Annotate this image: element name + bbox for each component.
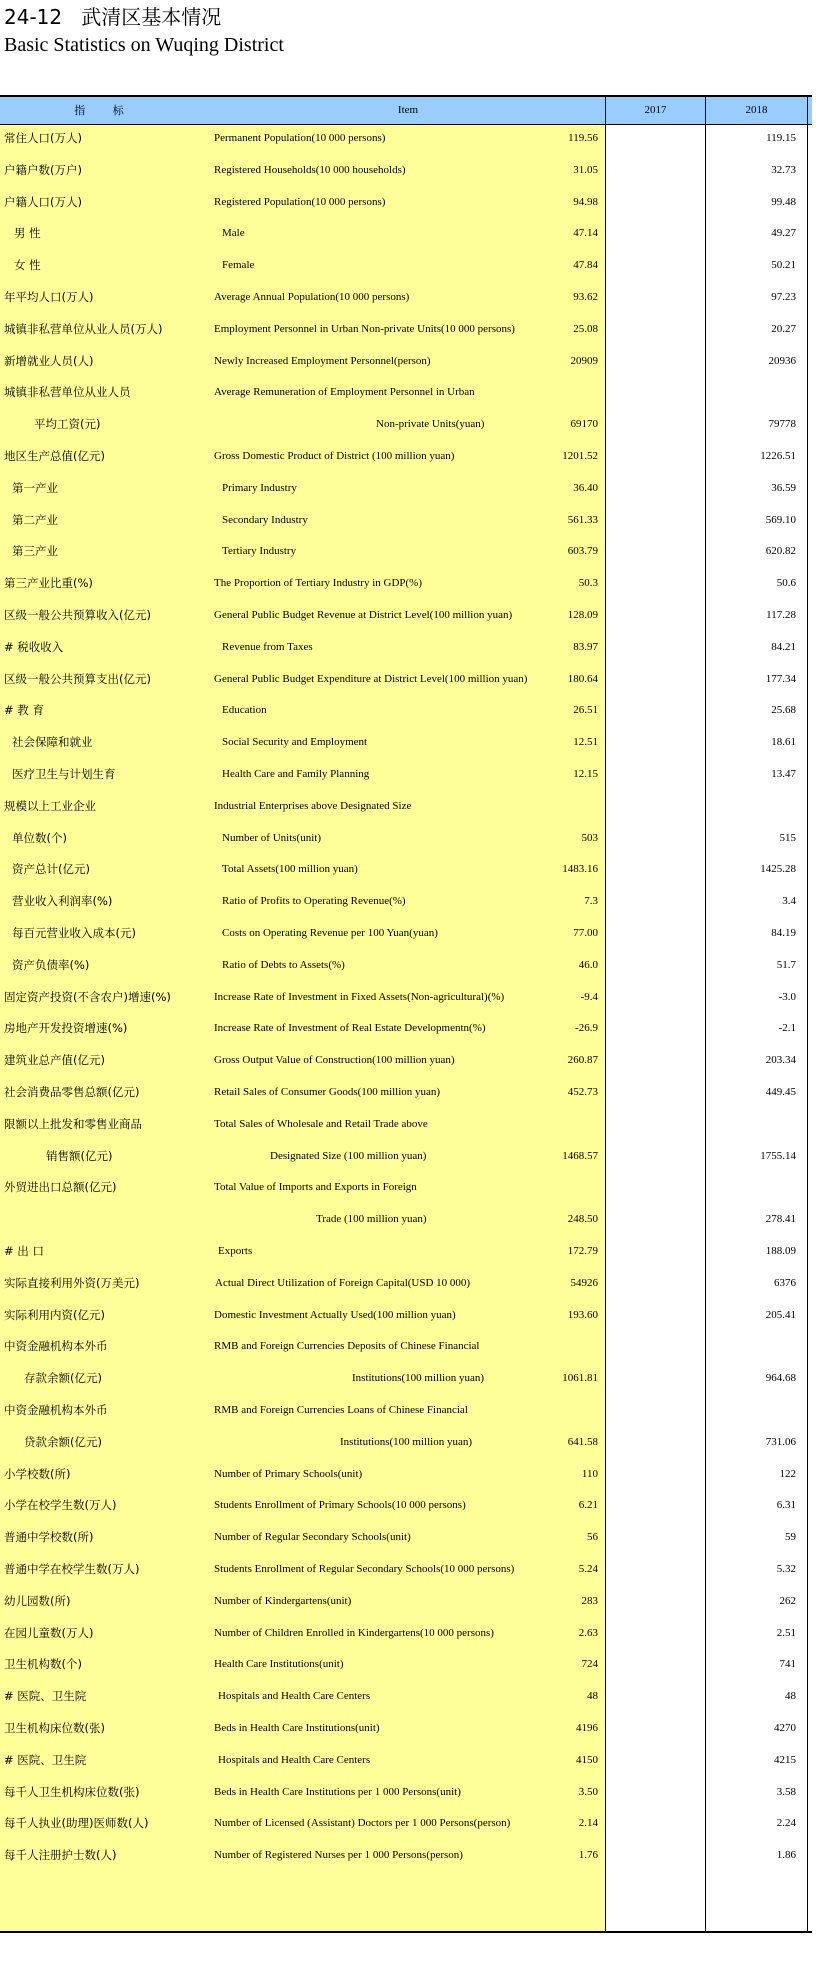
table-row bbox=[0, 250, 812, 282]
value-2017: 110 bbox=[581, 1467, 598, 1480]
value-2017: -9.4 bbox=[580, 990, 598, 1003]
table-row bbox=[0, 1777, 812, 1809]
row-label-zh: 营业收入利润率(%) bbox=[12, 894, 113, 909]
table-row bbox=[0, 1649, 812, 1681]
value-2017: 172.79 bbox=[567, 1245, 598, 1257]
table-row bbox=[0, 1745, 812, 1777]
value-2018: 262 bbox=[779, 1594, 796, 1607]
value-2018: 6.31 bbox=[776, 1499, 796, 1512]
row-label-en: Registered Households(10 000 households) bbox=[214, 163, 406, 176]
row-label-en: Increase Rate of Investment in Fixed Assets(Non-agricultural)(%) bbox=[214, 990, 505, 1003]
row-label-zh: 小学校数(所) bbox=[4, 1466, 71, 1481]
value-2017: 724 bbox=[581, 1658, 598, 1671]
table-row bbox=[0, 1236, 812, 1268]
table-row bbox=[0, 1427, 812, 1459]
row-label-en: Secondary Industry bbox=[222, 513, 308, 526]
row-label-en: Number of Registered Nurses per 1 000 Persons(person) bbox=[214, 1849, 463, 1862]
row-label-zh: 女 性 bbox=[14, 258, 41, 273]
row-label-zh: 房地产开发投资增速(%) bbox=[4, 1021, 128, 1036]
row-label-zh: 实际直接利用外资(万美元) bbox=[4, 1275, 140, 1290]
row-label-en: Hospitals and Health Care Centers bbox=[218, 1753, 371, 1766]
table-row bbox=[0, 1300, 812, 1332]
row-label-en: Number of Licensed (Assistant) Doctors per 1 000 Persons(person) bbox=[214, 1817, 511, 1830]
value-2017: 36.40 bbox=[573, 481, 598, 494]
row-label-en: Health Care and Family Planning bbox=[222, 768, 370, 780]
row-label-en: Number of Primary Schools(unit) bbox=[214, 1467, 363, 1480]
value-2018: 84.21 bbox=[771, 640, 796, 653]
value-2018: 741 bbox=[779, 1658, 796, 1671]
row-label-en: Average Annual Population(10 000 persons) bbox=[214, 291, 410, 303]
value-2017: 77.00 bbox=[573, 927, 598, 939]
table-title-zh bbox=[4, 2, 284, 32]
table-row bbox=[0, 1840, 812, 1872]
value-2017: 2.14 bbox=[578, 1817, 598, 1830]
table-bottom-rule bbox=[0, 1931, 812, 1933]
table-row bbox=[0, 282, 812, 314]
row-label-en: Actual Direct Utilization of Foreign Capital(USD 10 000) bbox=[215, 1276, 471, 1289]
row-label-en: Employment Personnel in Urban Non-private Units(10 000 persons) bbox=[214, 322, 515, 335]
row-label-en: Costs on Operating Revenue per 100 Yuan(yuan) bbox=[222, 927, 438, 939]
value-2018: -2.1 bbox=[778, 1022, 796, 1035]
table-row bbox=[0, 632, 812, 664]
value-2018: 1425.28 bbox=[760, 863, 796, 876]
table-row bbox=[0, 1013, 812, 1045]
row-label-en: Total Sales of Wholesale and Retail Trade above bbox=[214, 1117, 428, 1130]
row-label-en: Male bbox=[222, 227, 245, 240]
row-label-en: General Public Budget Expenditure at District Level(100 million yuan) bbox=[214, 672, 528, 685]
row-label-en: Number of Regular Secondary Schools(unit) bbox=[214, 1531, 411, 1544]
row-label-zh: # 教 育 bbox=[4, 703, 44, 718]
row-label-zh: # 税收收入 bbox=[4, 639, 64, 654]
value-2017: 48 bbox=[587, 1690, 598, 1703]
value-2018: 99.48 bbox=[771, 195, 796, 208]
row-label-en: Permanent Population(10 000 persons) bbox=[214, 132, 386, 144]
row-label-en: Increase Rate of Investment of Real Estate Developmentn(%) bbox=[214, 1022, 486, 1035]
row-label-en: Female bbox=[222, 259, 255, 272]
row-label-zh: 新增就业人员(人) bbox=[4, 353, 94, 368]
table-row bbox=[0, 664, 812, 696]
row-label-zh: 平均工资(元) bbox=[34, 417, 101, 432]
row-label-zh: 规模以上工业企业 bbox=[4, 798, 96, 813]
table-row bbox=[0, 1363, 812, 1395]
value-2017: 47.14 bbox=[573, 227, 598, 240]
value-2018: 515 bbox=[779, 831, 796, 844]
value-2018: 59 bbox=[785, 1531, 796, 1544]
table-row bbox=[0, 1713, 812, 1745]
value-2017: 94.98 bbox=[573, 195, 598, 208]
table-row bbox=[0, 155, 812, 187]
value-2018: 79778 bbox=[768, 418, 796, 431]
value-2018: 569.10 bbox=[765, 513, 796, 526]
value-2018: 1226.51 bbox=[760, 450, 796, 462]
value-2018: 20936 bbox=[768, 354, 796, 367]
value-2018: 2.24 bbox=[776, 1817, 796, 1830]
row-label-zh: 第二产业 bbox=[12, 512, 58, 527]
value-2018: 119.15 bbox=[766, 132, 796, 144]
table-row bbox=[0, 695, 812, 727]
value-2018: 3.58 bbox=[776, 1785, 796, 1798]
value-2018: 32.73 bbox=[771, 163, 796, 176]
value-2017: 12.51 bbox=[573, 736, 598, 749]
page-header bbox=[4, 2, 284, 58]
table-row bbox=[0, 1109, 812, 1141]
row-label-zh: 在园儿童数(万人) bbox=[4, 1625, 94, 1640]
value-2018: -3.0 bbox=[778, 990, 796, 1003]
value-2017: 4196 bbox=[576, 1722, 598, 1734]
row-label-zh: 户籍户数(万户) bbox=[4, 162, 82, 177]
table-row bbox=[0, 1586, 812, 1618]
value-2017: 50.3 bbox=[578, 577, 598, 590]
row-label-zh: 每千人执业(助理)医师数(人) bbox=[4, 1816, 149, 1831]
value-2017: 452.73 bbox=[567, 1086, 598, 1098]
table-title-en: Basic Statistics on Wuqing District bbox=[4, 34, 284, 56]
value-2018: 964.68 bbox=[765, 1372, 796, 1385]
value-2017: 1201.52 bbox=[562, 450, 598, 462]
table-row bbox=[0, 727, 812, 759]
table-row bbox=[0, 1204, 812, 1236]
row-label-zh: 第三产业 bbox=[12, 544, 58, 559]
column-header-item: Item bbox=[397, 104, 419, 116]
value-2018: 188.09 bbox=[765, 1245, 796, 1257]
row-label-en: Total Value of Imports and Exports in Foreign bbox=[214, 1181, 417, 1194]
row-label-zh: 医疗卫生与计划生育 bbox=[12, 767, 116, 781]
column-header-2017: 2017 bbox=[644, 104, 667, 116]
value-2017: 5.24 bbox=[578, 1563, 598, 1575]
table-row bbox=[0, 854, 812, 886]
row-label-zh: 小学在校学生数(万人) bbox=[4, 1498, 117, 1513]
row-label-en: Number of Units(unit) bbox=[222, 831, 321, 844]
row-label-en: Exports bbox=[218, 1245, 253, 1257]
row-label-zh: 销售额(亿元) bbox=[46, 1148, 113, 1163]
table-row bbox=[0, 505, 812, 537]
table-row bbox=[0, 409, 812, 441]
value-2017: 119.56 bbox=[568, 132, 598, 144]
statistics-table bbox=[0, 95, 812, 1933]
value-2018: 2.51 bbox=[776, 1626, 796, 1639]
value-2017: 1468.57 bbox=[562, 1149, 598, 1162]
value-2018: 25.68 bbox=[771, 704, 796, 717]
value-2018: 122 bbox=[779, 1467, 796, 1480]
table-row bbox=[0, 1490, 812, 1522]
value-2017: 83.97 bbox=[573, 640, 598, 653]
table-row bbox=[0, 1172, 812, 1204]
value-2017: 54926 bbox=[570, 1276, 598, 1289]
row-label-zh: 第一产业 bbox=[12, 480, 58, 495]
row-label-en: Revenue from Taxes bbox=[222, 640, 313, 653]
row-label-en: Tertiary Industry bbox=[222, 545, 297, 558]
value-2017: -26.9 bbox=[575, 1022, 598, 1035]
row-label-zh: 实际利用内资(亿元) bbox=[4, 1307, 105, 1322]
value-2017: 3.50 bbox=[578, 1785, 598, 1798]
table-row bbox=[0, 123, 812, 155]
value-2018: 205.41 bbox=[765, 1308, 796, 1321]
row-label-zh: 存款余额(亿元) bbox=[24, 1371, 102, 1386]
row-label-zh: 外贸进出口总额(亿元) bbox=[4, 1180, 117, 1195]
row-label-zh: 普通中学在校学生数(万人) bbox=[4, 1562, 140, 1576]
table-row bbox=[0, 886, 812, 918]
value-2017: 46.0 bbox=[578, 958, 598, 971]
row-label-en: General Public Budget Revenue at District Level(100 million yuan) bbox=[214, 609, 513, 621]
value-2018: 48 bbox=[785, 1690, 796, 1703]
value-2018: 203.34 bbox=[765, 1054, 796, 1067]
row-label-en: Beds in Health Care Institutions per 1 000 Persons(unit) bbox=[214, 1785, 461, 1798]
value-2018: 731.06 bbox=[765, 1435, 796, 1448]
row-label-en: Health Care Institutions(unit) bbox=[214, 1658, 344, 1671]
row-label-zh: 中资金融机构本外币 bbox=[4, 1339, 108, 1354]
value-2017: 193.60 bbox=[567, 1308, 598, 1321]
value-2017: 180.64 bbox=[567, 672, 598, 685]
value-2018: 36.59 bbox=[771, 481, 796, 494]
value-2017: 26.51 bbox=[573, 704, 598, 717]
table-row bbox=[0, 1141, 812, 1173]
row-label-zh: 区级一般公共预算收入(亿元) bbox=[4, 608, 151, 622]
table-row bbox=[0, 441, 812, 473]
row-label-en: Students Enrollment of Primary Schools(10 000 persons) bbox=[214, 1499, 466, 1512]
table-row bbox=[0, 1618, 812, 1650]
title-zh-text: 武清区基本情况 bbox=[81, 5, 222, 29]
table-row bbox=[0, 314, 812, 346]
value-2017: 4150 bbox=[576, 1753, 598, 1766]
value-2018: 5.32 bbox=[776, 1563, 796, 1575]
table-row bbox=[0, 1268, 812, 1300]
row-label-zh: 每百元营业收入成本(元) bbox=[12, 926, 136, 940]
row-label-zh: 卫生机构床位数(张) bbox=[4, 1721, 105, 1735]
row-label-en: RMB and Foreign Currencies Deposits of Chinese Financial bbox=[214, 1340, 480, 1353]
table-row bbox=[0, 1045, 812, 1077]
value-2018: 18.61 bbox=[771, 736, 796, 749]
value-2018: 13.47 bbox=[771, 768, 796, 780]
value-2018: 3.4 bbox=[782, 895, 796, 908]
table-row bbox=[0, 950, 812, 982]
row-label-en: Ratio of Profits to Operating Revenue(%) bbox=[222, 895, 406, 908]
row-label-zh: # 医院、卫生院 bbox=[4, 1689, 87, 1704]
row-label-en: Domestic Investment Actually Used(100 million yuan) bbox=[214, 1308, 456, 1321]
table-row bbox=[0, 218, 812, 250]
row-label-zh: 城镇非私营单位从业人员(万人) bbox=[4, 321, 163, 336]
value-2018: 84.19 bbox=[771, 927, 796, 939]
row-label-zh: 限额以上批发和零售业商品 bbox=[4, 1116, 142, 1131]
table-row bbox=[0, 346, 812, 378]
row-label-zh: 中资金融机构本外币 bbox=[4, 1403, 108, 1417]
row-label-zh: 第三产业比重(%) bbox=[4, 576, 93, 591]
row-label-en: Ratio of Debts to Assets(%) bbox=[222, 958, 345, 971]
table-row bbox=[0, 1808, 812, 1840]
value-2017: 6.21 bbox=[578, 1499, 598, 1512]
row-label-zh: 固定资产投资(不含农户)增速(%) bbox=[4, 989, 171, 1004]
value-2017: 25.08 bbox=[573, 322, 598, 335]
value-2018: 6376 bbox=[774, 1276, 796, 1289]
row-label-en: Registered Population(10 000 persons) bbox=[214, 195, 386, 208]
row-label-en: Trade (100 million yuan) bbox=[316, 1213, 427, 1226]
row-label-en: RMB and Foreign Currencies Loans of Chinese Financial bbox=[214, 1404, 468, 1416]
value-2017: 248.50 bbox=[567, 1213, 598, 1226]
value-2018: 177.34 bbox=[765, 672, 796, 685]
value-2017: 93.62 bbox=[573, 291, 598, 303]
table-row bbox=[0, 600, 812, 632]
row-label-zh: 区级一般公共预算支出(亿元) bbox=[4, 671, 151, 686]
row-label-en: Industrial Enterprises above Designated Size bbox=[214, 799, 412, 812]
value-2017: 1483.16 bbox=[562, 863, 598, 876]
row-label-en: Retail Sales of Consumer Goods(100 million yuan) bbox=[214, 1086, 441, 1098]
row-label-zh: # 出 口 bbox=[4, 1244, 44, 1258]
table-row bbox=[0, 982, 812, 1014]
value-2017: 2.63 bbox=[578, 1626, 598, 1639]
table-row bbox=[0, 187, 812, 219]
row-label-en: Institutions(100 million yuan) bbox=[352, 1372, 484, 1385]
row-label-en: Non-private Units(yuan) bbox=[376, 418, 485, 431]
table-row bbox=[0, 473, 812, 505]
row-label-en: Designated Size (100 million yuan) bbox=[270, 1149, 427, 1162]
value-2017: 561.33 bbox=[567, 513, 598, 526]
row-label-zh: # 医院、卫生院 bbox=[4, 1752, 87, 1767]
row-label-zh: 常住人口(万人) bbox=[4, 131, 82, 145]
value-2018: 4215 bbox=[774, 1753, 796, 1766]
value-2018: 50.6 bbox=[776, 577, 796, 590]
value-2017: 128.09 bbox=[567, 609, 598, 621]
value-2018: 1755.14 bbox=[760, 1149, 796, 1162]
table-row bbox=[0, 759, 812, 791]
value-2017: 31.05 bbox=[573, 163, 598, 176]
table-row bbox=[0, 1522, 812, 1554]
row-label-zh: 资产总计(亿元) bbox=[12, 862, 90, 877]
row-label-zh: 城镇非私营单位从业人员 bbox=[4, 385, 131, 400]
value-2017: 260.87 bbox=[567, 1054, 598, 1067]
value-2017: 283 bbox=[581, 1594, 598, 1607]
value-2017: 503 bbox=[581, 831, 598, 844]
value-2017: 20909 bbox=[570, 354, 598, 367]
table-row bbox=[0, 1331, 812, 1363]
value-2018: 20.27 bbox=[771, 322, 796, 335]
row-label-en: Number of Children Enrolled in Kindergartens(10 000 persons) bbox=[214, 1626, 494, 1639]
value-2017: 1061.81 bbox=[562, 1372, 598, 1385]
table-row bbox=[0, 377, 812, 409]
row-label-en: Total Assets(100 million yuan) bbox=[222, 863, 358, 876]
table-row bbox=[0, 1395, 812, 1427]
table-row bbox=[0, 918, 812, 950]
row-label-zh: 卫生机构数(个) bbox=[4, 1657, 82, 1672]
row-label-en: The Proportion of Tertiary Industry in GDP(%) bbox=[214, 577, 422, 590]
value-2017: 69170 bbox=[570, 418, 598, 431]
value-2017: 1.76 bbox=[578, 1849, 598, 1862]
row-label-zh: 户籍人口(万人) bbox=[4, 194, 82, 209]
value-2018: 50.21 bbox=[771, 259, 796, 272]
column-header-2018: 2018 bbox=[745, 104, 768, 116]
value-2017: 603.79 bbox=[567, 545, 598, 558]
row-label-en: Hospitals and Health Care Centers bbox=[218, 1690, 371, 1703]
value-2018: 449.45 bbox=[765, 1086, 796, 1098]
value-2017: 12.15 bbox=[573, 768, 598, 780]
row-label-zh: 每千人注册护士数(人) bbox=[4, 1848, 117, 1863]
row-label-zh: 普通中学校数(所) bbox=[4, 1530, 94, 1545]
table-row bbox=[0, 791, 812, 823]
value-2018: 51.7 bbox=[776, 958, 796, 971]
row-label-zh: 年平均人口(万人) bbox=[4, 290, 94, 304]
row-label-en: Beds in Health Care Institutions(unit) bbox=[214, 1722, 380, 1734]
column-header-zh: 指 标 bbox=[74, 104, 136, 117]
row-label-en: Newly Increased Employment Personnel(person) bbox=[214, 354, 431, 367]
row-label-zh: 幼儿园数(所) bbox=[4, 1593, 71, 1608]
table-row bbox=[0, 1554, 812, 1586]
value-2017: 56 bbox=[587, 1531, 598, 1544]
value-2017: 7.3 bbox=[584, 895, 598, 908]
value-2018: 117.28 bbox=[766, 609, 796, 621]
table-row bbox=[0, 536, 812, 568]
row-label-zh: 资产负债率(%) bbox=[12, 957, 90, 972]
row-label-zh: 地区生产总值(亿元) bbox=[4, 449, 105, 463]
row-label-en: Social Security and Employment bbox=[222, 736, 368, 749]
table-row bbox=[0, 1077, 812, 1109]
value-2018: 97.23 bbox=[771, 291, 796, 303]
row-label-zh: 单位数(个) bbox=[12, 830, 67, 845]
row-label-en: Primary Industry bbox=[222, 481, 297, 494]
value-2018: 49.27 bbox=[771, 227, 796, 240]
row-label-en: Gross Domestic Product of District (100 million yuan) bbox=[214, 450, 455, 462]
row-label-zh: 社会消费品零售总额(亿元) bbox=[4, 1085, 140, 1099]
row-label-en: Gross Output Value of Construction(100 million yuan) bbox=[214, 1054, 455, 1067]
row-label-en: Institutions(100 million yuan) bbox=[340, 1435, 472, 1448]
row-label-zh: 男 性 bbox=[14, 226, 41, 241]
value-2018: 1.86 bbox=[776, 1849, 796, 1862]
row-label-en: Students Enrollment of Regular Secondary Schools(10 000 persons) bbox=[214, 1563, 515, 1575]
table-number: 24-12 bbox=[4, 5, 63, 29]
row-label-zh: 建筑业总产值(亿元) bbox=[4, 1053, 105, 1068]
value-2017: 47.84 bbox=[573, 259, 598, 272]
table-row bbox=[0, 1459, 812, 1491]
table-row bbox=[0, 1681, 812, 1713]
row-label-zh: 每千人卫生机构床位数(张) bbox=[4, 1784, 140, 1799]
row-label-en: Education bbox=[222, 704, 267, 717]
table-row bbox=[0, 823, 812, 855]
value-2018: 4270 bbox=[774, 1722, 796, 1734]
value-2018: 620.82 bbox=[765, 545, 796, 558]
value-2018: 278.41 bbox=[765, 1213, 796, 1226]
row-label-en: Number of Kindergartens(unit) bbox=[214, 1594, 352, 1607]
row-label-zh: 贷款余额(亿元) bbox=[24, 1434, 102, 1449]
table-row bbox=[0, 568, 812, 600]
row-label-en: Average Remuneration of Employment Personnel in Urban bbox=[214, 386, 475, 399]
row-label-zh: 社会保障和就业 bbox=[12, 735, 93, 750]
value-2017: 641.58 bbox=[567, 1435, 598, 1448]
